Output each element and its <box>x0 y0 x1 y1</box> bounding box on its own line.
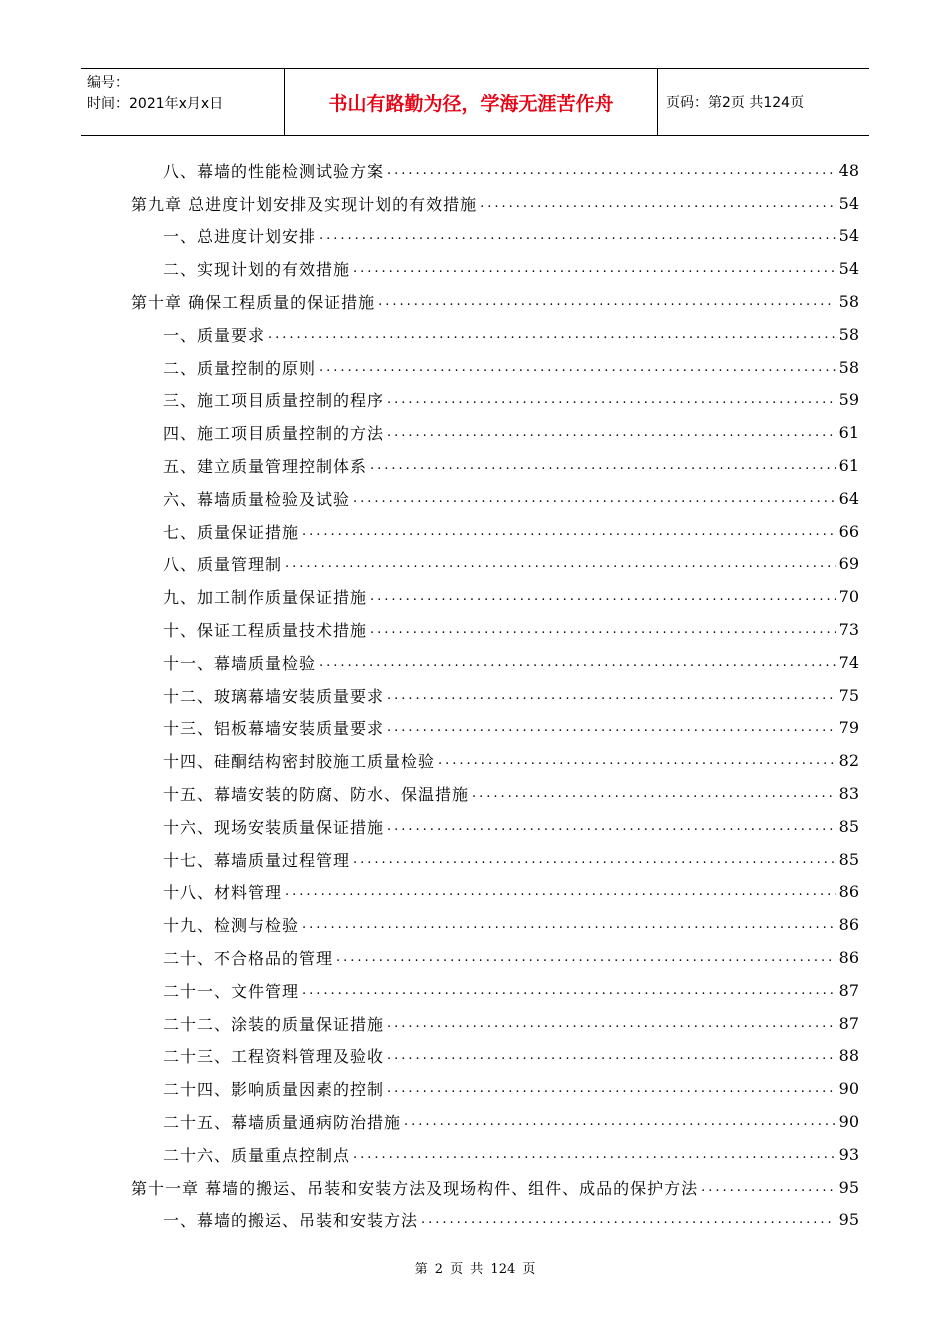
toc-entry-page: 61 <box>838 456 859 476</box>
toc-section-entry[interactable] <box>0 548 950 581</box>
toc-entry-page: 85 <box>838 849 859 869</box>
toc-dot-leader <box>480 196 836 211</box>
toc-section-entry[interactable] <box>0 384 950 417</box>
toc-entry-title: 十四、硅酮结构密封胶施工质量检验 <box>163 752 436 772</box>
toc-section-entry[interactable] <box>0 1105 950 1138</box>
toc-dot-leader <box>404 1114 836 1129</box>
toc-section-entry[interactable] <box>0 712 950 745</box>
toc-entry-page: 83 <box>838 784 859 804</box>
toc-entry-page: 82 <box>838 751 859 771</box>
toc-entry-title: 四、施工项目质量控制的方法 <box>163 424 385 444</box>
toc-dot-leader <box>387 1048 836 1063</box>
toc-entry-page: 86 <box>838 882 859 902</box>
toc-dot-leader <box>319 228 836 243</box>
toc-section-entry[interactable] <box>0 482 950 515</box>
toc-dot-leader <box>701 1180 836 1195</box>
toc-entry-page: 58 <box>838 324 859 344</box>
toc-entry-title: 十六、现场安装质量保证措施 <box>163 817 385 837</box>
toc-dot-leader <box>302 983 836 998</box>
toc-section-entry[interactable] <box>0 220 950 253</box>
toc-entry-title: 一、幕墙的搬运、吊装和安装方法 <box>163 1211 419 1231</box>
toc-entry-title: 十九、检测与检验 <box>163 916 300 936</box>
toc-section-entry[interactable] <box>0 580 950 613</box>
toc-dot-leader <box>302 524 836 539</box>
toc-dot-leader <box>336 950 836 965</box>
toc-entry-title: 二、质量控制的原则 <box>163 358 317 378</box>
toc-section-entry[interactable] <box>0 974 950 1007</box>
toc-dot-leader <box>353 261 836 276</box>
toc-section-entry[interactable] <box>0 1040 950 1073</box>
toc-dot-leader <box>285 884 836 899</box>
toc-section-entry[interactable] <box>0 449 950 482</box>
toc-entry-title: 十一、幕墙质量检验 <box>163 653 317 673</box>
toc-entry-page: 58 <box>838 292 859 312</box>
toc-entry-page: 79 <box>838 718 859 738</box>
toc-section-entry[interactable] <box>0 876 950 909</box>
document-number-label: 编号： <box>87 75 129 91</box>
toc-dot-leader <box>387 1016 836 1031</box>
toc-entry-page: 54 <box>838 259 859 279</box>
toc-entry-title: 五、建立质量管理控制体系 <box>163 457 368 477</box>
toc-entry-page: 59 <box>838 390 859 410</box>
toc-entry-title: 三、施工项目质量控制的程序 <box>163 391 385 411</box>
toc-entry-page: 90 <box>838 1079 859 1099</box>
toc-entry-page: 88 <box>838 1046 859 1066</box>
toc-section-entry[interactable] <box>0 318 950 351</box>
toc-section-entry[interactable] <box>0 252 950 285</box>
toc-dot-leader <box>387 1081 836 1096</box>
page-footer: 第 2 页 共 124 页 <box>414 1262 536 1277</box>
toc-entry-title: 第十章 确保工程质量的保证措施 <box>131 293 376 313</box>
toc-entry-title: 八、质量管理制 <box>163 555 283 575</box>
header-motto: 书山有路勤为径，学海无涯苦作舟 <box>284 69 658 135</box>
toc-section-entry[interactable] <box>0 810 950 843</box>
document-time-label: 时间：2021年x月x日 <box>87 96 224 112</box>
toc-entry-title: 第九章 总进度计划安排及实现计划的有效措施 <box>131 194 478 214</box>
toc-dot-leader <box>421 1212 836 1227</box>
toc-dot-leader <box>353 852 836 867</box>
toc-entry-page: 58 <box>838 357 859 377</box>
toc-entry-page: 86 <box>838 948 859 968</box>
toc-dot-leader <box>302 917 836 932</box>
page-header <box>81 68 869 136</box>
toc-entry-title: 二十五、幕墙质量通病防治措施 <box>163 1113 402 1132</box>
toc-entry-page: 93 <box>838 1144 859 1164</box>
toc-entry-page: 95 <box>838 1210 859 1230</box>
toc-section-entry[interactable] <box>0 515 950 548</box>
toc-entry-title: 二十六、质量重点控制点 <box>163 1145 351 1165</box>
toc-entry-title: 一、质量要求 <box>163 325 266 345</box>
header-meta <box>81 69 284 135</box>
toc-entry-title: 十五、幕墙安装的防腐、防水、保温措施 <box>163 785 470 805</box>
toc-entry-page: 54 <box>838 226 859 246</box>
toc-section-entry[interactable] <box>0 777 950 810</box>
toc-entry-page: 95 <box>838 1177 859 1197</box>
toc-entry-title: 第十一章 幕墙的搬运、吊装和安装方法及现场构件、组件、成品的保护方法 <box>131 1178 699 1198</box>
toc-dot-leader <box>438 753 836 768</box>
toc-section-entry[interactable] <box>0 613 950 646</box>
toc-entry-page: 75 <box>838 685 859 705</box>
toc-entry-page: 54 <box>838 193 859 213</box>
toc-section-entry[interactable] <box>0 843 950 876</box>
toc-section-entry[interactable] <box>0 1204 950 1237</box>
toc-entry-title: 九、加工制作质量保证措施 <box>163 588 368 608</box>
toc-entry-page: 90 <box>838 1112 859 1131</box>
toc-entry-page: 70 <box>838 587 859 607</box>
toc-dot-leader <box>378 294 836 309</box>
header-page-info: 页码：第2页 共124页 <box>666 95 805 111</box>
toc-entry-title: 十三、铝板幕墙安装质量要求 <box>163 719 385 739</box>
toc-section-entry[interactable] <box>0 646 950 679</box>
toc-entry-title: 二十、不合格品的管理 <box>163 949 334 969</box>
toc-entry-title: 一、总进度计划安排 <box>163 227 317 247</box>
toc-entry-title: 七、质量保证措施 <box>163 522 300 542</box>
toc-dot-leader <box>387 819 836 834</box>
toc-dot-leader <box>387 425 836 440</box>
toc-entry-page: 66 <box>838 521 859 541</box>
toc-chapter-entry[interactable] <box>0 187 950 220</box>
toc-section-entry[interactable] <box>0 154 950 187</box>
toc-dot-leader <box>370 622 836 637</box>
toc-dot-leader <box>353 491 836 506</box>
toc-dot-leader <box>370 589 836 604</box>
toc-section-entry[interactable] <box>0 908 950 941</box>
toc-dot-leader <box>319 360 836 375</box>
toc-section-entry[interactable] <box>0 679 950 712</box>
toc-entry-page: 69 <box>838 554 859 574</box>
toc-entry-title: 十二、玻璃幕墙安装质量要求 <box>163 686 385 706</box>
toc-entry-page: 85 <box>838 816 859 836</box>
toc-dot-leader <box>353 1147 836 1162</box>
toc-section-entry[interactable] <box>0 744 950 777</box>
toc-dot-leader <box>285 556 836 571</box>
toc-entry-page: 74 <box>838 652 859 672</box>
toc-entry-title: 二十一、文件管理 <box>163 981 300 1001</box>
toc-entry-page: 48 <box>838 160 859 180</box>
toc-entry-title: 十、保证工程质量技术措施 <box>163 621 368 641</box>
toc-entry-page: 87 <box>838 1013 859 1033</box>
toc-dot-leader <box>370 458 836 473</box>
toc-entry-title: 八、幕墙的性能检测试验方案 <box>163 161 385 181</box>
toc-dot-leader <box>387 688 836 703</box>
toc-dot-leader <box>387 392 836 407</box>
toc-entry-title: 十七、幕墙质量过程管理 <box>163 850 351 870</box>
toc-chapter-entry[interactable] <box>0 285 950 318</box>
toc-section-entry[interactable] <box>0 1007 950 1040</box>
toc-dot-leader <box>387 720 836 735</box>
table-of-contents <box>0 154 950 1236</box>
toc-section-entry[interactable] <box>0 351 950 384</box>
toc-entry-page: 87 <box>838 980 859 1000</box>
toc-section-entry[interactable] <box>0 416 950 449</box>
toc-entry-title: 二、实现计划的有效措施 <box>163 260 351 280</box>
toc-section-entry[interactable] <box>0 1138 950 1171</box>
toc-section-entry[interactable] <box>0 1072 950 1105</box>
toc-entry-title: 二十二、涂装的质量保证措施 <box>163 1014 385 1034</box>
toc-entry-page: 73 <box>838 620 859 640</box>
toc-dot-leader <box>268 327 836 342</box>
toc-dot-leader <box>387 163 836 178</box>
toc-entry-title: 二十四、影响质量因素的控制 <box>163 1080 385 1100</box>
toc-entry-title: 二十三、工程资料管理及验收 <box>163 1047 385 1067</box>
toc-chapter-entry[interactable] <box>0 1171 950 1204</box>
toc-entry-page: 86 <box>838 915 859 935</box>
toc-entry-page: 61 <box>838 423 859 443</box>
toc-dot-leader <box>319 655 836 670</box>
toc-dot-leader <box>472 786 836 801</box>
toc-entry-page: 64 <box>838 488 859 508</box>
toc-entry-title: 六、幕墙质量检验及试验 <box>163 489 351 509</box>
toc-section-entry[interactable] <box>0 941 950 974</box>
toc-entry-title: 十八、材料管理 <box>163 883 283 903</box>
